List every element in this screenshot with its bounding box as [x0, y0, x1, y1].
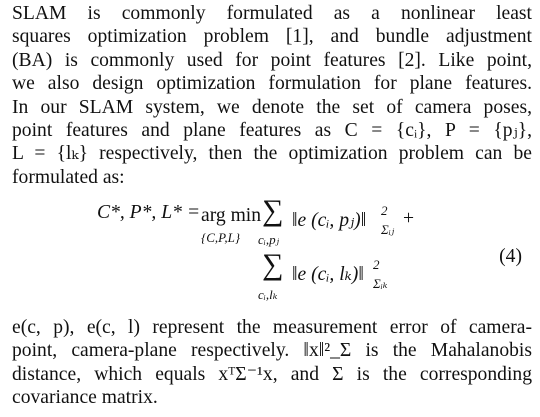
text-line: distance, which equals xᵀΣ⁻¹x, and Σ is the corresponding — [12, 363, 532, 385]
term-point-sub: Σᵢⱼ — [381, 222, 395, 237]
argmin-operator: arg min — [201, 205, 262, 226]
plus-sign: + — [403, 208, 415, 229]
sum-symbol-1: ∑ — [262, 194, 284, 227]
term-plane: ‖e (cᵢ, lₖ)‖ — [292, 264, 364, 285]
sum2-subscript: cᵢ,lₖ — [258, 287, 278, 302]
text-line: In our SLAM system, we denote the set of camera poses, — [12, 96, 532, 118]
text-line: formulated as: — [12, 166, 125, 188]
text-line: e(c, p), e(c, l) represent the measurement error of camera- — [12, 317, 532, 338]
equation-lhs: C*, P*, L* = — [97, 202, 201, 223]
sum1-subscript: cᵢ,pⱼ — [258, 232, 280, 247]
sum-symbol-2: ∑ — [262, 248, 284, 281]
equation-number: (4) — [499, 246, 522, 267]
text-line: point features and plane features as C = {cᵢ}, P = {pⱼ}, — [12, 119, 532, 141]
term-plane-sup: 2 — [373, 257, 380, 272]
term-plane-sub: Σᵢₖ — [373, 276, 388, 291]
text-line: L = {lₖ} respectively, then the optimization problem can be — [12, 143, 532, 165]
text-line: SLAM is commonly formulated as a nonlinear least — [12, 3, 532, 24]
paragraph-intro — [12, 2, 532, 189]
text-line: squares optimization problem [1], and bundle adjustment — [12, 26, 532, 48]
text-line: (BA) is commonly used for point features [2]. Like point, — [12, 49, 532, 71]
term-point-sup: 2 — [381, 203, 388, 218]
text-line: covariance matrix. — [12, 387, 158, 409]
text-line: we also design optimization formulation for plane features. — [12, 73, 532, 95]
argmin-subscript: {C,P,L} — [201, 230, 241, 245]
term-point: ‖e (cᵢ, pⱼ)‖ — [292, 210, 367, 231]
text-line: point, camera-plane respectively. ‖x‖²_Σ is the Mahalanobis — [12, 340, 532, 362]
paragraph-explanation — [12, 316, 532, 410]
